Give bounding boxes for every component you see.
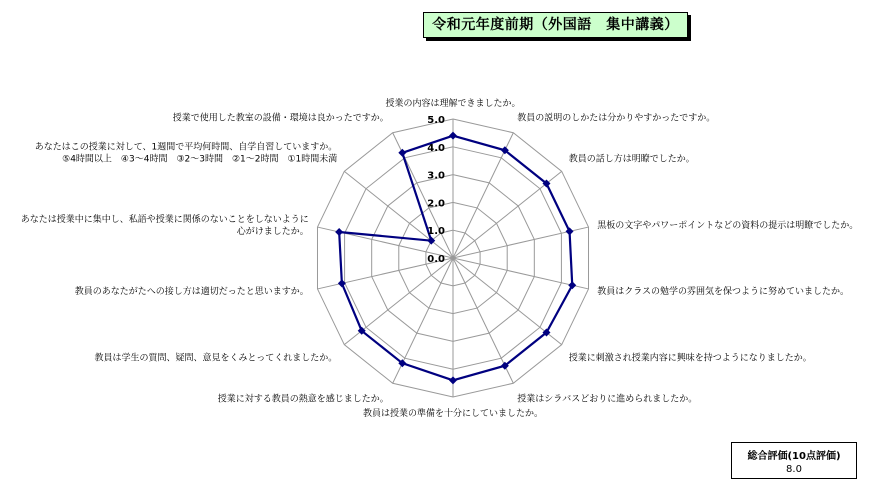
data-point xyxy=(335,228,343,236)
category-label: 授業の内容は理解できましたか。 xyxy=(385,99,521,109)
category-label: 授業に対する教員の熱意を感じましたか。 xyxy=(217,394,389,405)
tick-label: 4.0 xyxy=(427,142,445,154)
data-point xyxy=(449,376,457,384)
category-label: 授業はシラバスどおりに進められましたか。 xyxy=(517,394,698,405)
radar-grid xyxy=(317,119,588,397)
category-label: あなたは授業中に集中し、私語や授業に関係のないことをしないように xyxy=(20,215,309,226)
category-label: 教員はクラスの勉学の雰囲気を保つように努めていましたか。 xyxy=(597,286,850,297)
grid-spoke xyxy=(453,258,589,289)
category-label: 授業に刺激され授業内容に興味を持つようになりましたか。 xyxy=(568,353,812,364)
tick-label: 5.0 xyxy=(427,115,445,126)
category-label: 心がけましたか。 xyxy=(236,227,309,238)
data-point xyxy=(398,149,406,157)
category-label: 教員の説明のしかたは分かりやすかったですか。 xyxy=(517,113,716,124)
tick-label: 2.0 xyxy=(427,198,445,210)
category-label: あなたはこの授業に対して、1週間で平均何時間、自学自習していますか。 xyxy=(34,142,338,153)
data-point xyxy=(566,227,574,235)
overall-score-box xyxy=(731,442,857,479)
category-label: 教員の話し方は明瞭でしたか。 xyxy=(568,154,695,165)
category-label: 黒板の文字やパワーポイントなどの資料の提示は明瞭でしたか。 xyxy=(597,221,859,232)
series-line xyxy=(339,136,572,381)
data-point xyxy=(568,281,576,289)
tick-label: 0.0 xyxy=(427,254,445,265)
category-label: 授業で使用した教室の設備・環境は良かったですか。 xyxy=(172,113,389,124)
tick-label: 3.0 xyxy=(427,170,445,182)
overall-score-value: 8.0 xyxy=(786,464,802,475)
category-label: ⑤4時間以上 ④3～4時間 ③2～3時間 ②1～2時間 ①1時間未満 xyxy=(62,154,338,165)
category-label: 教員は授業の準備を十分にしていましたか。 xyxy=(362,409,544,419)
data-point xyxy=(449,132,457,140)
overall-score-label: 総合評価(10点評価) xyxy=(747,451,841,462)
category-label: 教員のあなたがたへの接し方は適切だったと思いますか。 xyxy=(74,286,309,297)
tick-label: 1.0 xyxy=(427,226,445,238)
chart-title: 令和元年度前期（外国語 集中講義） xyxy=(423,12,688,38)
category-label: 教員は学生の質問、疑問、意見をくみとってくれましたか。 xyxy=(94,353,338,364)
